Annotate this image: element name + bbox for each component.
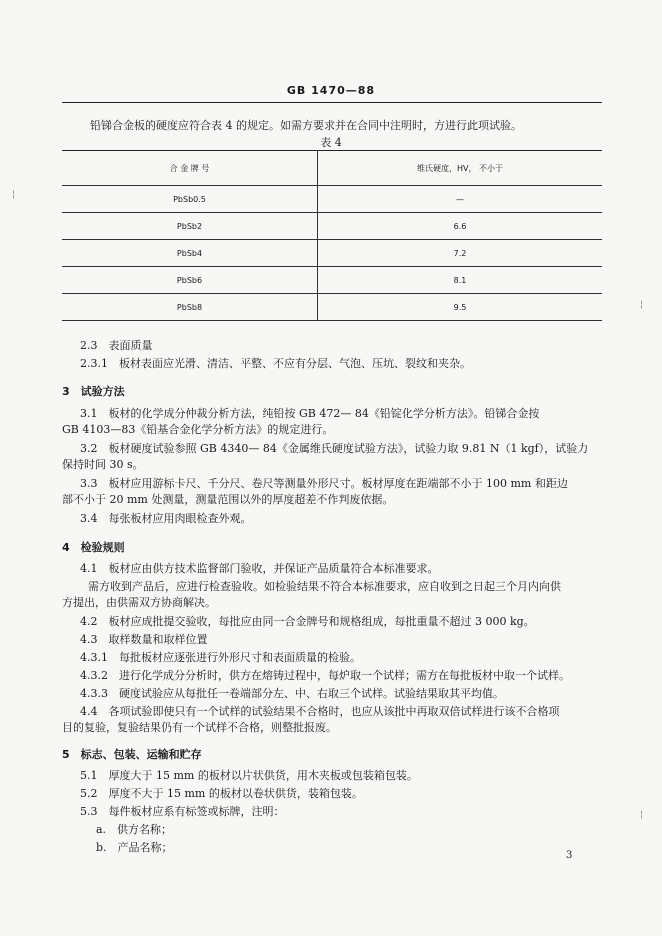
cell-hardness: 6.6 — [318, 213, 603, 240]
cell-hardness: 9.5 — [318, 294, 603, 321]
col-header-grade: 合 金 牌 号 — [62, 151, 318, 186]
section-4-3: 4.3 取样数量和取样位置 — [80, 633, 208, 646]
section-3-2-line1: 3.2 板材硬度试验参照 GB 4340— 84《金属维氏硬度试验方法》，试验力取 9.81 N（1 kgf），试验力 — [80, 442, 589, 455]
cell-grade: PbSb0.5 — [62, 186, 318, 213]
table-title: 表 4 — [320, 136, 342, 149]
scan-speck: ¦ — [640, 810, 644, 820]
section-3-4: 3.4 每张板材应用肉眼检查外观。 — [80, 512, 252, 525]
section-4-3-1: 4.3.1 每批板材应逐张进行外形尺寸和表面质量的检验。 — [80, 651, 361, 664]
cell-grade: PbSb8 — [62, 294, 318, 321]
section-3-1-line1: 3.1 板材的化学成分仲裁分析方法，纯铅按 GB 472— 84《铅锭化学分析方法》。铅锑合金按 — [80, 407, 540, 420]
section-5-3: 5.3 每件板材应系有标签或标牌，注明： — [80, 805, 285, 818]
table-row — [62, 213, 602, 240]
header-rule — [62, 102, 602, 103]
page-number: 3 — [566, 850, 573, 861]
cell-hardness: 8.1 — [318, 267, 603, 294]
list-item-b: b. 产品名称； — [96, 841, 173, 854]
scan-speck: ¦ — [12, 190, 16, 200]
table-row — [62, 186, 602, 213]
section-5-1: 5.1 厚度大于 15 mm 的板材以片状供货，用木夹板或包装箱包装。 — [80, 769, 418, 782]
section-4-3-3: 4.3.3 硬度试验应从每批任一卷端部分左、中、右取三个试样。试验结果取其平均值。 — [80, 687, 504, 700]
cell-grade: PbSb2 — [62, 213, 318, 240]
intro-paragraph: 铅锑合金板的硬度应符合表 4 的规定。如需方要求并在合同中注明时，方进行此项试验。 — [90, 119, 522, 132]
section-2-3: 2.3 表面质量 — [80, 339, 153, 352]
section-4-3-2: 4.3.2 进行化学成分分析时，供方在熔铸过程中，每炉取一个试样；需方在每批板材中取一个试样。 — [80, 669, 570, 682]
section-3-1-line2: GB 4103—83《铅基合金化学分析方法》的规定进行。 — [62, 423, 334, 436]
cell-hardness: 7.2 — [318, 240, 603, 267]
table-row — [62, 294, 602, 321]
section-5-2: 5.2 厚度不大于 15 mm 的板材以卷状供货，装箱包装。 — [80, 787, 363, 800]
standard-code-header: GB 1470—88 — [286, 84, 376, 97]
section-4-1-para2-line1: 需方收到产品后，应进行检查验收。如检验结果不符合本标准要求，应自收到之日起三个月内向供 — [88, 580, 561, 593]
section-4-4-line2: 目的复验，复验结果仍有一个试样不合格，则整批报废。 — [62, 721, 337, 734]
section-3-3-line1: 3.3 板材应用游标卡尺、千分尺、卷尺等测量外形尺寸。板材厚度在距端部不小于 100 mm 和距边 — [80, 477, 568, 490]
section-4-1-para2-line2: 方提出，由供需双方协商解决。 — [62, 596, 216, 609]
table-row — [62, 267, 602, 294]
section-4-2: 4.2 板材应成批提交验收，每批应由同一合金牌号和规格组成，每批重量不超过 3 000 kg。 — [80, 615, 535, 628]
heading-5: 5 标志、包装、运输和贮存 — [62, 748, 202, 761]
cell-grade: PbSb4 — [62, 240, 318, 267]
cell-grade: PbSb6 — [62, 267, 318, 294]
section-3-2-line2: 保持时间 30 s。 — [62, 458, 144, 471]
section-4-1: 4.1 板材应由供方技术监督部门验收，并保证产品质量符合本标准要求。 — [80, 562, 439, 575]
section-3-3-line2: 部不小于 20 mm 处测量，测量范围以外的厚度超差不作判废依据。 — [62, 493, 394, 506]
hardness-table — [62, 150, 602, 321]
section-2-3-1: 2.3.1 板材表面应光滑、清洁、平整、不应有分层、气泡、压坑、裂纹和夹杂。 — [80, 357, 471, 370]
table-header-row — [62, 151, 602, 186]
cell-hardness: — — [318, 186, 603, 213]
scan-speck: ¦ — [640, 300, 644, 310]
heading-3: 3 试验方法 — [62, 385, 125, 398]
list-item-a: a. 供方名称； — [96, 823, 173, 836]
table-row — [62, 240, 602, 267]
section-4-4-line1: 4.4 各项试验即使只有一个试样的试验结果不合格时，也应从该批中再取双倍试样进行该不合格项 — [80, 705, 560, 718]
heading-4: 4 检验规则 — [62, 541, 125, 554]
col-header-hardness: 维氏硬度，HV， 不小于 — [318, 151, 603, 186]
